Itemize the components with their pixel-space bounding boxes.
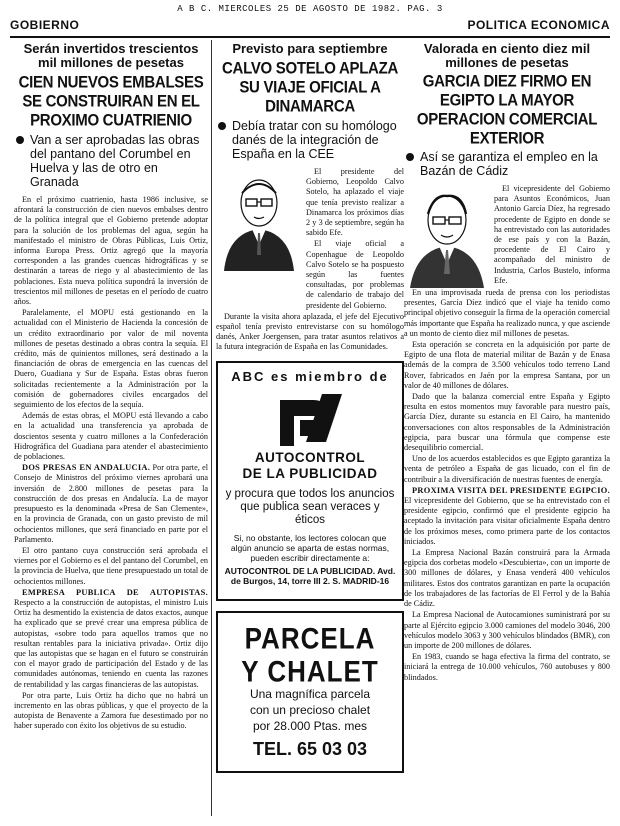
- paragraph: El vicepresidente del Gobierno para Asuntos Económicos, Juan Antonio García Díez, ha regresado procedente de Egipto en donde se ha entrevistado con las autoridades de ese país y con la Bazán, procedente de El Cairo y acompañado del ministro de Industria, Carlos Bustelo, informa Efe.: [494, 184, 610, 285]
- subheading: EMPRESA PUBLICA DE AUTOPISTAS.: [22, 587, 208, 597]
- section-politica-economica: POLITICA ECONOMICA: [467, 18, 610, 32]
- article-kicker: Serán invertidos trescientos mil millones de pesetas: [23, 41, 199, 70]
- portrait-block: [404, 184, 610, 288]
- paragraph: Además de estas obras, el MOPU está llevando a cabo en la actualidad una transferencia ya aprobada de doscientos sesenta y cuatro millones a la Confederación Hidrográfica del Guadiana para atender el abastecimiento de poblaciones.: [14, 411, 208, 462]
- summary-text: Así se garantiza el empleo en la Bazán de Cádiz: [420, 150, 598, 178]
- paragraph: [14, 463, 208, 545]
- advert-org-line1: AUTOCONTROL: [254, 449, 366, 465]
- paragraph: Paralelamente, el MOPU está gestionando en la actualidad con el Ministerio de Hacienda la concesión de un crédito extraordinario por valor de mil noventa millones de pesetas destinado a obras contra la sequía. El crédito, más de quinientos millones, será destinado a la financiación de obras de emergencia en las cuencas del Duero, Guadiana y Sur de España. Estas obras fueron solicitadas recientemente a la Administración por la comisión de gobernadores civiles encargados del seguimiento de los efectos de la sequía.: [14, 308, 208, 410]
- summary-text: Debía tratar con su homólogo danés de la integración de España en la CEE: [232, 119, 397, 161]
- paragraph-text: Respecto a la construcción de autopistas, el ministro Luis Ortiz ha desmentido la existencia de datos exactos, aunque ha explicado que se prevé crear una empresa pública de autopistas, «sobre todo para aquellos tramos que no resultan rentables para la iniciativa privada». Ortiz dijo que las autopistas que se hagan en el futuro se construirán con el mayor grado de participación del Estado y de las comunidades autónomas, teniendo en cuenta las razones de rentabilidad y las cargas financieras de las autopistas.: [14, 597, 208, 689]
- bullet-icon: [218, 122, 226, 130]
- portrait-block: [216, 167, 404, 312]
- advert-parcela-text: con un precioso chalet: [249, 702, 371, 717]
- advert-parcela-price: por 28.000 Ptas. mes: [252, 718, 368, 733]
- advert-title: ABC es miembro de: [231, 368, 389, 384]
- article-summary: [404, 150, 610, 178]
- article-body: [216, 312, 404, 353]
- article-headline: CIEN NUEVOS EMBALSES SE CONSTRUIRAN EN EL PROXIMO CUATRIENIO: [18, 72, 204, 131]
- paragraph: En 1983, cuando se haga efectiva la firma del contrato, se iniciará la entrega de 10.000 vehículos, 760 autobuses y 800 blindados.: [404, 652, 610, 682]
- paragraph: [404, 486, 610, 547]
- article-summary: [216, 119, 404, 161]
- portrait-garcia-diez: [404, 184, 490, 288]
- advert-autocontrol: [216, 361, 404, 601]
- advert-note: Si, no obstante, los lectores colocan que algún anuncio se aparta de estas normas, pueden escribir directamente a:: [230, 532, 390, 563]
- portrait-calvo-sotelo: [216, 167, 302, 271]
- paragraph: Dado que la balanza comercial entre España y Egipto resulta en estos momentos muy favorable para nuestro país, García Díez, durante su estancia en El Cairo, ha mantenido conversaciones con altos responsables de la Administración egipcia, para buscar una fórmula que compense este desequilibrio comercial.: [404, 392, 610, 453]
- section-gobierno: GOBIERNO: [10, 18, 80, 32]
- advert-parcela-phone: TEL. 65 03 03: [252, 738, 368, 759]
- paragraph: El viaje oficial a Copenhague de Leopoldo Calvo Sotelo se ha pospuesto según las fuentes consultadas, por problemas de calendario de trabajo del presidente del Gobierno.: [306, 239, 404, 310]
- paragraph: Por otra parte, Luis Ortiz ha dicho que no habrá un incremento en las obras públicas, y que el proyecto de la autopista de Benavente a Zamora fue desestimado por no haber superado con éxito los objetivos de su estudio.: [14, 690, 208, 731]
- advert-address: AUTOCONTROL DE LA PUBLICIDAD. Avd. de Burgos, 14, torre III 2. S. MADRID-16: [224, 565, 396, 586]
- bullet-icon: [16, 136, 24, 144]
- subheading: DOS PRESAS EN ANDALUCIA.: [22, 463, 151, 473]
- advert-parcela-line2: Y CHALET: [241, 653, 379, 688]
- paragraph: El otro pantano cuya construcción será aprobada el viernes por el Gobierno es el del pantano del Corumbel, en la provincia de Huelva, que tiene presupuestado un total de ochocientos millones.: [14, 545, 208, 586]
- article-garcia-diez: [404, 40, 610, 818]
- article-kicker: Valorada en ciento diez mil millones de pesetas: [423, 41, 591, 70]
- advert-org-line2: DE LA PUBLICIDAD: [242, 465, 378, 481]
- autocontrol-logo-icon: [270, 390, 350, 446]
- article-headline: GARCIA DIEZ FIRMO EN EGIPTO LA MAYOR OPERACION COMERCIAL EXTERIOR: [416, 71, 598, 149]
- paragraph: El presidente del Gobierno, Leopoldo Calvo Sotelo, ha aplazado el viaje que tenía previsto realizar a Dinamarca los próximos días 2 y 3 de septiembre, según ha sabido Efe.: [306, 167, 404, 238]
- article-body-side: [494, 184, 610, 288]
- column-divider: [211, 40, 212, 816]
- paragraph: La Empresa Nacional Bazán construirá para la Armada egipcia dos corbetas modelo «Descubierta», con un importe de 300 millones de dólares, y Enasa venderá 400 vehículos militares. Estos dos contratos garantizan en parte la ocupación de los trabajadores de las factorías de El Ferrol y de la Bahía de Cádiz.: [404, 548, 610, 609]
- article-body: [14, 195, 208, 732]
- advert-slogan: y procura que todos los anuncios que publica sean veraces y éticos: [225, 487, 395, 526]
- paragraph: La Empresa Nacional de Autocamiones suministrará por su parte al Ejército egipcio 3.000 camiones del modelo 3046, 200 vehículos modelo 3063 y 300 vehículos blindados (BMR), con un importe de 200 millones de dólares.: [404, 610, 610, 650]
- paragraph: [14, 588, 208, 690]
- advert-parcela-line1: PARCELA: [244, 620, 376, 655]
- paragraph-text: Por otra parte, el Consejo de Ministros del próximo viernes aprobará una inversión de 2.800 millones de pesetas para la construcción de dos presas en Andalucía. La de mayor presupuesto es la denominada «Presa de San Clemente», en la provincia de Granada, con un gasto previsto de mil ochocientos millones, que será financiado en parte por el Parlamento.: [14, 463, 208, 544]
- article-kicker: Previsto para septiembre: [232, 41, 388, 56]
- article-body-side: [306, 167, 404, 312]
- section-bar: [10, 16, 610, 38]
- paragraph: Durante la visita ahora aplazada, el jefe del Ejecutivo español tenía previsto entrevistarse con su homólogo danés, Anker Joergensen, para tratar asuntos relativos a la futura integración de España en las Comunidades.: [216, 311, 404, 352]
- advert-parcela: [216, 611, 404, 773]
- article-calvo-sotelo: [216, 40, 404, 818]
- advert-parcela-text: Una magnífica parcela: [249, 686, 371, 701]
- paragraph: Esta operación se concreta en la adquisición por parte de Egipto de una flota de material militar de Bazán y de Enasa además de la compra de 3.500 vehículos todo terreno Land Rover, fabricados en Jaén por la empresa Santana, por un valor de 40 millones de dólares.: [404, 340, 610, 390]
- paragraph-text: El vicepresidente del Gobierno, que se ha entrevistado con el presidente egipcio, confirmó que el presidente egipcio ha aceptado la invitación para visitar oficialmente España dentro de los próximos meses, como primera parte de los contactos iniciados.: [404, 496, 610, 546]
- summary-text: Van a ser aprobadas las obras del pantano del Corumbel en Huelva y las de otro en Granada: [30, 133, 200, 189]
- paragraph: Uno de los acuerdos establecidos es que Egipto garantiza la venta de petróleo a España de gas licuado, con el fin de contribuir a la diversificación de nuestras fuentes de energía.: [404, 454, 610, 484]
- masthead: A B C. MIERCOLES 25 DE AGOSTO DE 1982. PAG. 3: [177, 4, 443, 14]
- paragraph: En una improvisada rueda de prensa con los periodistas presentes, García Díez indicó que el viaje ha tenido como principal objetivo conseguir la firma de la operación comercial más importante que España ha realizado nunca, y que asciende a un monto de ciento diez mil millones de pesetas.: [404, 288, 610, 338]
- article-body: [404, 288, 610, 683]
- article-summary: [14, 133, 208, 189]
- article-headline: CALVO SOTELO APLAZA SU VIAJE OFICIAL A DINAMARCA: [222, 58, 398, 117]
- bullet-icon: [406, 153, 414, 161]
- paragraph: En el próximo cuatrienio, hasta 1986 inclusive, se afrontará la construcción de cien nuevos embalses dentro de la política integral que el Gobierno pretende adoptar para la solución de los problemas del agua, según ha manifestado el ministro de Obras Públicas, Luis Ortiz, informa Europa Press. Ortiz agregó que la mayoría corresponden a las grandes cuencas hidrográficas y se destinarán a tareas de riego y al abastecimiento de las poblaciones. Esta nueva política supondrá la inversión de trescientos mil millones de pesetas en el período de cuatro años.: [14, 195, 208, 307]
- subheading: PROXIMA VISITA DEL PRESIDENTE EGIPCIO.: [412, 485, 610, 495]
- article-embalses: [14, 40, 208, 818]
